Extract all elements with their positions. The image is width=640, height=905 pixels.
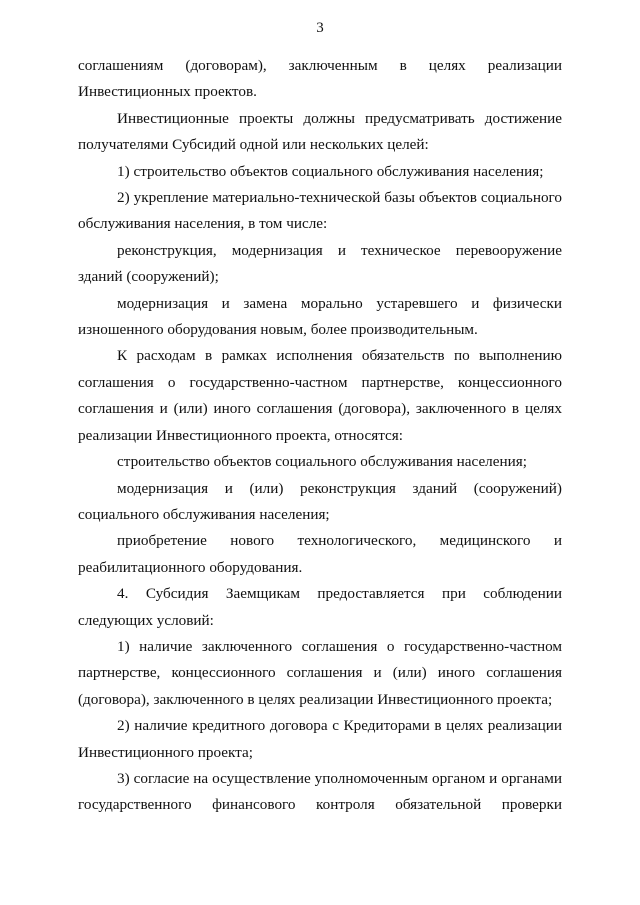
paragraph-continuation: соглашениям (договорам), заключенным в целях реализации Инвестиционных проектов. [78,57,562,101]
document-body [78,53,562,819]
paragraph-goal-1: 1) строительство объектов социального обслуживания населения; [117,162,544,180]
paragraph-goal-2: 2) укрепление материально-технической базы объектов социального обслуживания населения, в том числе: [78,189,562,233]
paragraph-expense-reconstruction: модернизация и (или) реконструкция зданий (сооружений) социального обслуживания населения; [78,479,562,523]
paragraph-condition-1: 1) наличие заключенного соглашения о государственно-частном партнерстве, концессионного соглашения и (или) иного соглашения (договора), заключенного в целях реализации Инвестиционного проекта; [78,637,562,708]
paragraph-expense-construction: строительство объектов социального обслуживания населения; [117,453,527,471]
paragraph-investment-projects-goals: Инвестиционные проекты должны предусматривать достижение получателями Субсидий одной или нескольких целей: [78,109,562,154]
paragraph-goal-2-modernization: модернизация и замена морально устаревшего и физически изношенного оборудования новым, более производительным. [78,294,562,339]
paragraph-section-4: 4. Субсидия Заемщикам предоставляется при соблюдении следующих условий: [78,585,562,629]
paragraph-expense-equipment: приобретение нового технологического, медицинского и реабилитационного оборудования. [78,532,562,576]
paragraph-goal-2-reconstruction: реконструкция, модернизация и техническое перевооружение зданий (сооружений); [78,241,562,286]
paragraph-expenses-intro: К расходам в рамках исполнения обязательств по выполнению соглашения о государственно-частном партнерстве, концессионного соглашения и (или) иного соглашения (договора), заключенного в целях реализации Инвестиционного проекта, относятся: [78,347,562,444]
paragraph-condition-3: 3) согласие на осуществление уполномоченным органом и органами государственного финансового контроля обязательной проверки [78,769,562,814]
page-number: 3 [316,20,324,36]
paragraph-condition-2: 2) наличие кредитного договора с Кредиторами в целях реализации Инвестиционного проекта; [78,717,562,761]
